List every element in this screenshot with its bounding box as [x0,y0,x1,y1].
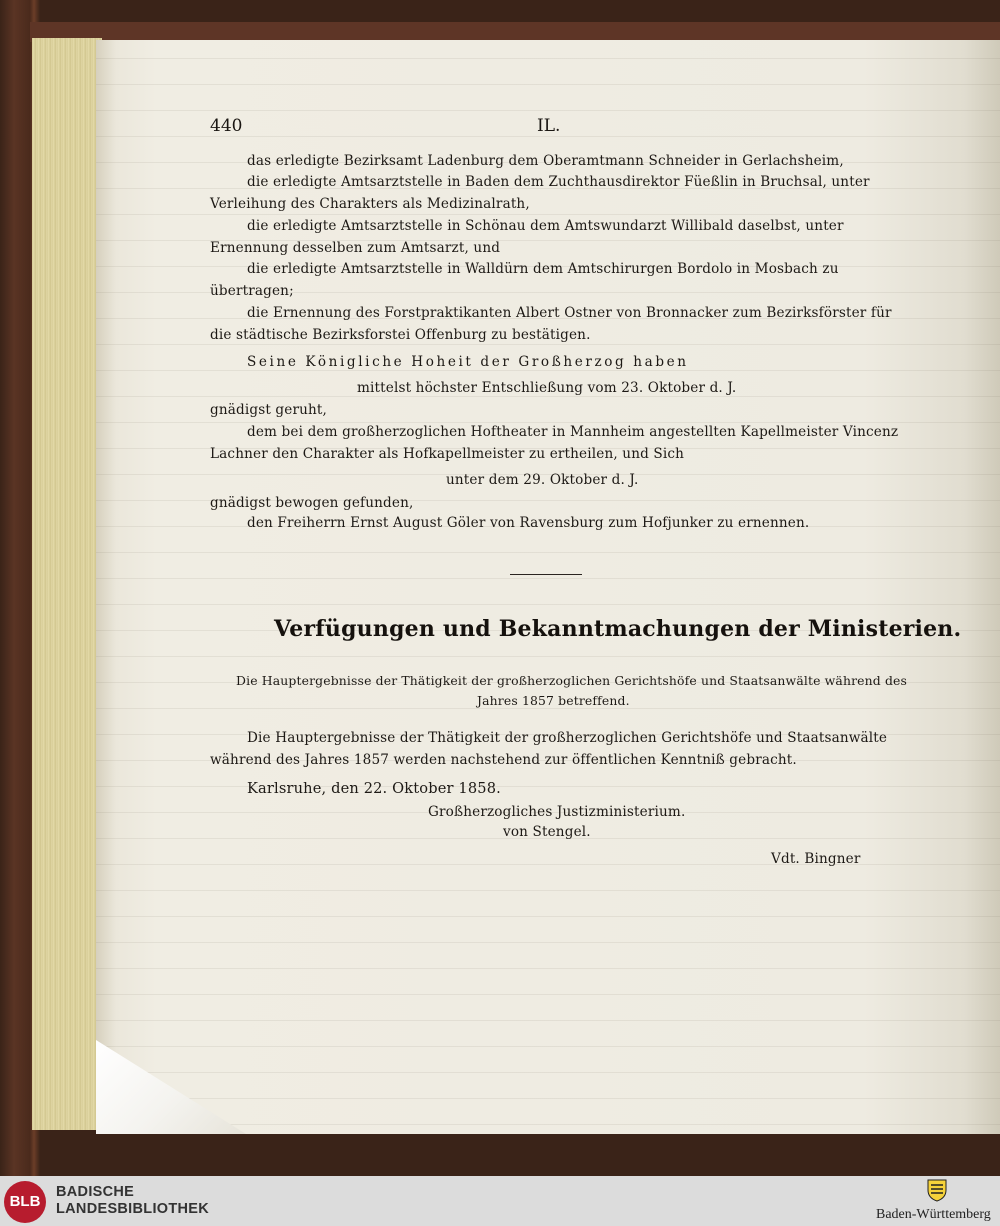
text-line: die erledigte Amtsarztstelle in Walldürn dem Amtschirurgen Bordolo in Mosbach zu [247,261,839,277]
text-line: dem bei dem großherzoglichen Hoftheater in Mannheim angestellten Kapellmeister Vincenz [247,424,899,440]
summary-line: Jahres 1857 betreffend. [477,693,630,708]
section-divider [510,574,582,575]
coat-of-arms-icon [926,1178,948,1202]
text-line: unter dem 29. Oktober d. J. [446,472,639,488]
text-line: Verleihung des Charakters als Medizinalrath, [210,196,530,212]
blb-logo: BLB [4,1181,46,1223]
library-name-line1: BADISCHE [56,1184,135,1200]
text-line: übertragen; [210,283,294,299]
library-name-line2: LANDESBIBLIOTHEK [56,1201,210,1217]
section-number: IL. [537,116,561,136]
text-line: Lachner den Charakter als Hofkapellmeister zu ertheilen, und Sich [210,446,685,462]
text-line: das erledigte Bezirksamt Ladenburg dem Oberamtmann Schneider in Gerlachsheim, [247,153,844,169]
text-line: gnädigst geruht, [210,402,328,418]
text-line: Ernennung desselben zum Amtsarzt, und [210,240,501,256]
text-line: die Ernennung des Forstpraktikanten Albert Ostner von Bronnacker zum Bezirksförster für [247,305,892,321]
ministry: Großherzogliches Justizministerium. [428,804,686,820]
signatory: von Stengel. [503,824,591,840]
section-heading: Verfügungen und Bekanntmachungen der Ministerien. [274,616,962,642]
paragraph-line: Die Hauptergebnisse der Thätigkeit der großherzoglichen Gerichtshöfe und Staatsanwälte [247,730,888,746]
text-line: mittelst höchster Entschließung vom 23. Oktober d. J. [357,380,737,396]
text-line: die erledigte Amtsarztstelle in Baden dem Zuchthausdirektor Füeßlin in Bruchsal, unter [247,174,870,190]
dateline: Karlsruhe, den 22. Oktober 1858. [247,780,501,797]
page-stack-edge [32,38,102,1130]
paragraph-line: während des Jahres 1857 werden nachstehend zur öffentlichen Kenntniß gebracht. [210,752,797,768]
text-line: die städtische Bezirksforstei Offenburg zu bestätigen. [210,327,591,343]
text-line: den Freiherrn Ernst August Göler von Ravensburg zum Hofjunker zu ernennen. [247,515,810,531]
state-name: Baden-Württemberg [876,1207,991,1222]
vdt-signature: Vdt. Bingner [771,851,861,867]
text-line: Seine Königliche Hoheit der Großherzog haben [247,354,689,370]
page-number: 440 [210,116,243,136]
text-line: gnädigst bewogen gefunden, [210,495,414,511]
summary-line: Die Hauptergebnisse der Thätigkeit der großherzoglichen Gerichtshöfe und Staatsanwälte während des [236,673,908,688]
cover-top-edge [30,22,1000,42]
text-line: die erledigte Amtsarztstelle in Schönau dem Amtswundarzt Willibald daselbst, unter [247,218,844,234]
